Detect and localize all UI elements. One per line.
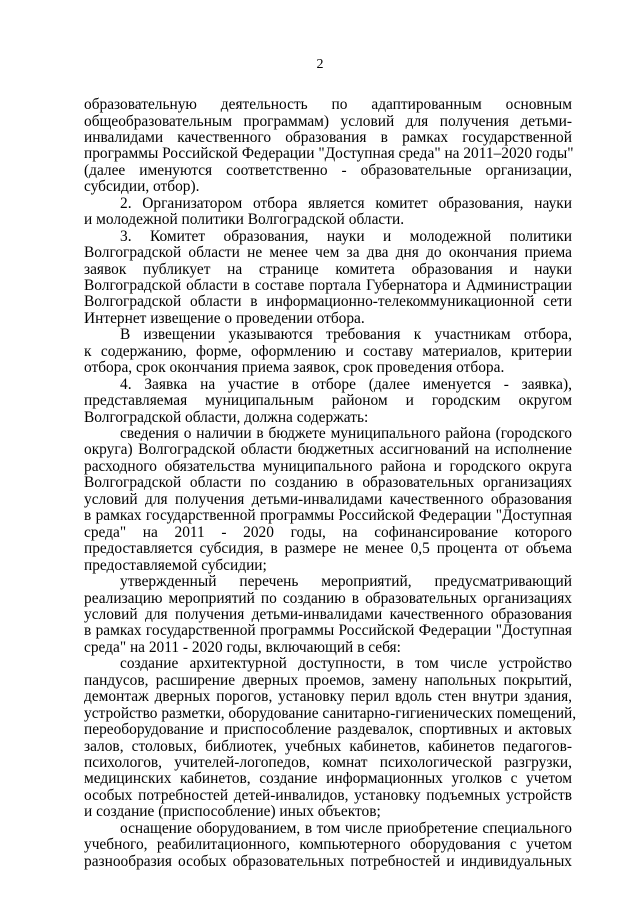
text-line: сведения о наличии в бюджете муниципального района (городского <box>120 425 572 442</box>
text-line: Волгоградской области в информационно-телекоммуникационной сети <box>84 293 572 311</box>
text-line: Интернет извещение о проведении отбора. <box>84 309 365 327</box>
text-line: условий для получения детьми-инвалидами качественного образования <box>84 606 572 623</box>
text-line: программы Российской Федерации "Доступная среда" на 2011–2020 годы" <box>84 145 574 163</box>
text-line: расходного обязательства муниципального района и городского округа <box>84 457 572 475</box>
text-line: разнообразия особых образовательных потребностей и индивидуальных <box>84 852 572 870</box>
text-line: и молодежной политики Волгоградской области. <box>84 211 405 229</box>
text-line: заявок публикует на странице комитета образования и науки <box>84 260 572 278</box>
text-line: переоборудование и приспособление раздевалок, спортивных и актовых <box>84 721 572 739</box>
text-line: 3. Комитет образования, науки и молодежной политики <box>120 227 572 245</box>
text-line: оснащение оборудованием, в том числе приобретение специального <box>120 819 572 837</box>
text-line: общеобразовательным программам) условий для получения детьми- <box>84 112 572 130</box>
text-line: утвержденный перечень мероприятий, предусматривающий <box>120 573 572 590</box>
text-line: особых потребностей детей-инвалидов, установку подъемных устройств <box>84 786 572 804</box>
text-line: Волгоградской области не менее чем за два дня до окончания приема <box>84 244 572 261</box>
text-line: отбора, срок окончания приема заявок, срок проведения отбора. <box>84 359 505 377</box>
text-line: учебного, реабилитационного, компьютерного оборудования с учетом <box>84 836 572 854</box>
text-line: медицинских кабинетов, создание информационных уголков с учетом <box>84 770 572 788</box>
text-line: предоставляется субсидия, в размере не менее 0,5 процента от объема <box>84 540 572 558</box>
text-line: предоставляемой субсидии; <box>84 556 267 574</box>
text-line: округа) Волгоградской области бюджетных ассигнований на исполнение <box>84 441 572 459</box>
page-number: 2 <box>316 57 324 72</box>
text-line: психологов, учителей-логопедов, комнат психологической разгрузки, <box>84 754 572 771</box>
text-line: представляемая муниципальным районом и городским округом <box>84 392 572 410</box>
text-line: 2. Организатором отбора является комитет образования, науки <box>120 194 572 212</box>
text-line: инвалидами качественного образования в рамках государственной <box>84 128 572 146</box>
text-line: 4. Заявка на участие в отборе (далее именуется - заявка), <box>120 375 572 393</box>
text-line: залов, столовых, библиотек, учебных кабинетов, кабинетов педагогов- <box>84 737 572 755</box>
text-line: пандусов, расширение дверных проемов, замену напольных покрытий, <box>84 671 572 689</box>
text-line: и создание (приспособление) иных объектов; <box>84 803 381 821</box>
text-line: в рамках государственной программы Российской Федерации "Доступная <box>84 622 572 640</box>
text-line: (далее именуются соответственно - образовательные организации, <box>84 161 572 179</box>
text-line: в рамках государственной программы Российской Федерации "Доступная <box>84 507 572 525</box>
text-line: демонтаж дверных порогов, установку перил вдоль стен внутри здания, <box>84 688 572 706</box>
text-line: Волгоградской области, должна содержать: <box>84 408 369 426</box>
text-line: реализацию мероприятий по созданию в образовательных организациях <box>84 589 572 607</box>
text-line: устройство разметки, оборудование санитарно-гигиенических помещений, <box>84 704 577 722</box>
text-line: к содержанию, форме, оформлению и составу материалов, критерии <box>84 342 572 360</box>
text-line: В извещении указываются требования к участникам отбора, <box>120 326 572 344</box>
text-line: среда" на 2011 - 2020 годы, включающий в себя: <box>84 638 401 656</box>
text-line: образовательную деятельность по адаптированным основным <box>84 96 572 113</box>
text-line: создание архитектурной доступности, в том числе устройство <box>120 655 572 673</box>
text-line: Волгоградской области в составе портала Губернатора и Администрации <box>84 276 572 294</box>
text-line: условий для получения детьми-инвалидами качественного образования <box>84 490 572 508</box>
text-line: среда" на 2011 - 2020 годы, на софинансирование которого <box>84 523 572 541</box>
text-line: субсидии, отбор). <box>84 178 200 196</box>
text-line: Волгоградской области по созданию в образовательных организациях <box>84 474 572 492</box>
